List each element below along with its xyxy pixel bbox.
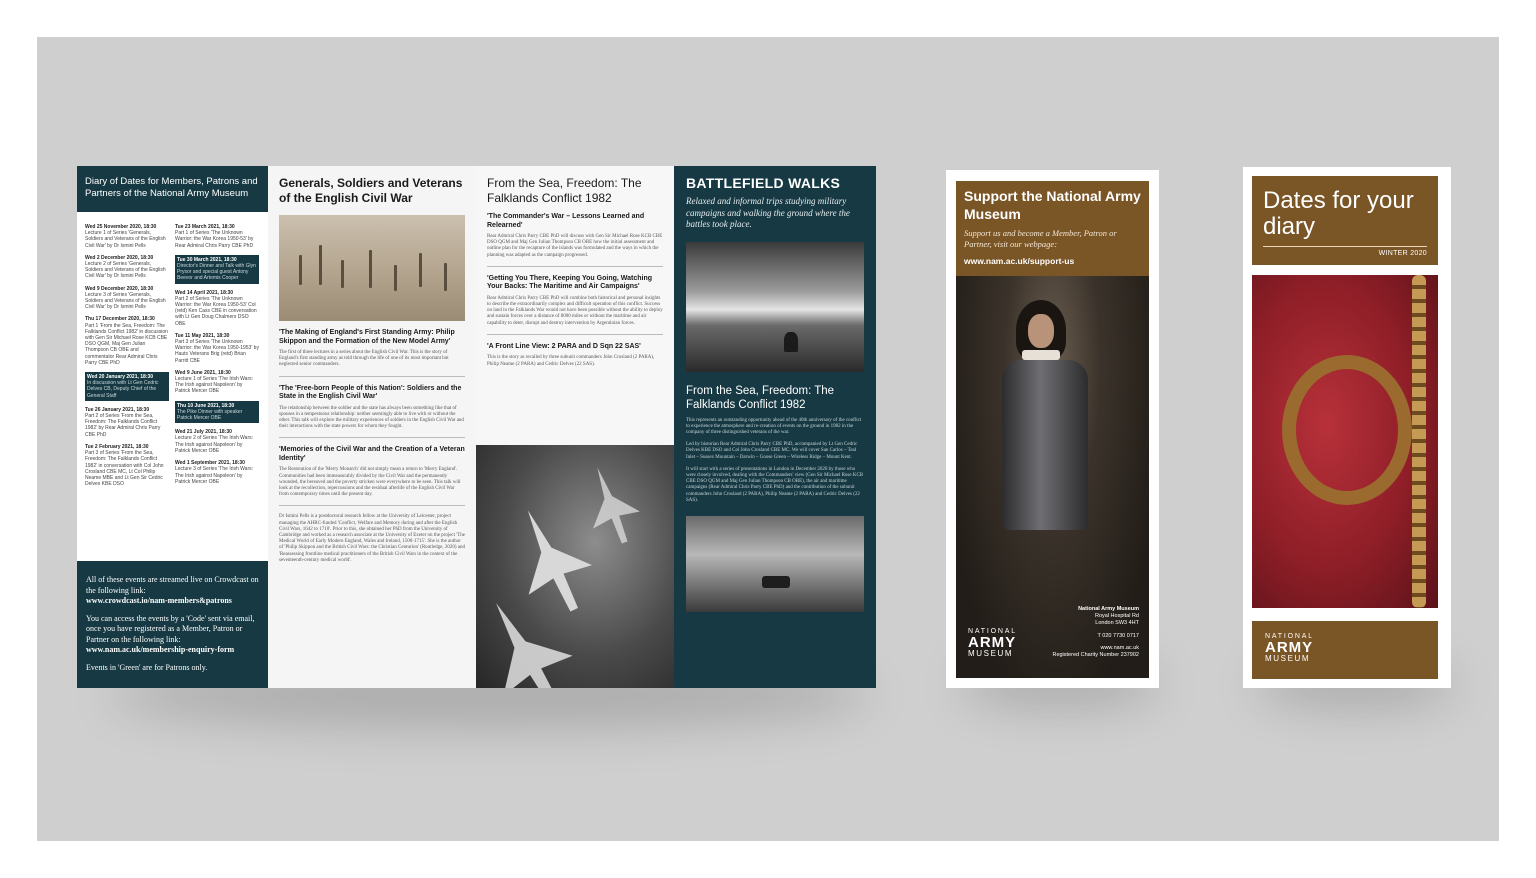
dates-column-2 [175,224,259,487]
article-2 [476,275,674,327]
event-item [175,255,259,284]
event-item [85,255,169,280]
article-body: The Restoration of the 'Merry Monarch' did not simply mean a return to 'Merry England'. Communities had been immeasurably divided by the Civil War and the permanently wounded, the bereaved and the poverty stricken were everywhere to be seen. This talk will look at the recollection, repercussions and the residual afterlife of the English Civil War from contemporary times until the present day. [279,467,461,498]
article-body: The first of three lectures in a series about the English Civil War. This is the story of England's first standing army as told through the life of one of its most important but neglected senior commanders. [279,350,449,368]
article-heading: 'The Commander's War – Lessons Learned and Relearned' [487,213,645,229]
event-description: Part 1 'From the Sea, Freedom: The Falklands Conflict 1982' in discussion with Gen Sir Michael Rose KCB CBE DSO QGM, Maj Gen Julian Thompson CB OBE and commentator Rear Admiral Chris Parry CBE PhD [85,322,168,366]
event-item [85,224,169,249]
divider [279,505,465,506]
article-body: This is the story as recalled by three subunit commanders John Crosland (2 PARA), Philip Neame (2 PARA) and Cedric Delves (22 SAS). [487,355,655,367]
crowdcast-link[interactable]: www.crowdcast.io/nam-members&patrons [86,596,232,605]
battlefield-subtitle: Relaxed and informal trips studying military campaigns and walking the ground where the battles took place. [686,196,850,229]
support-subtitle: Support us and become a Member, Patron or Partner, visit our webpage: [964,228,1117,249]
battlefield-para: It will start with a series of presentations in London in December 2020 by those who were closely involved, dealing with the Commanders' view (Gen Sir Michael Rose KCB CBE DSO QGM and Maj Gen Julian Thompson CB OBE), the air and maritime campaigns (Rear Admiral Chris Parry CBE PhD) and the contribution of the subunit commanders John Crosland (2 PARA), Philip Neame (2 PARA) and Cedric Delves (22 SAS). [686,466,864,503]
event-date: Wed 1 September 2021, 18:30 [175,460,245,467]
support-header [956,181,1149,276]
dates-title: Dates for your diary [1263,187,1414,240]
article-1 [268,329,476,369]
event-description: Part 2 of Series 'From the Sea, Freedom: The Falklands Conflict 1982' by Rear Admiral Chris Parry CBE PhD [85,413,161,438]
article-body: The relationship between the soldier and the state has always been something like that of spouses in a tempestuous relationship: neither seemingly able to live with or without the other. This talk will explore the military experiences of soldiers in the English Civil War and their interactions with the state powers for whom they fought. [279,405,464,430]
event-date: Wed 9 December 2020, 18:30 [85,285,154,292]
harrier-jets-photo [476,445,674,688]
event-item [85,372,169,401]
article-heading: 'The Making of England's First Standing Army: Philip Skippon and the Formation of the New Model Army' [279,329,455,345]
event-date: Wed 14 April 2021, 18:30 [175,289,234,296]
patrons-note: Events in 'Green' are for Patrons only. [86,662,208,672]
event-description: In discussion with Lt Gen Cedric Delves CB, Deputy Chief of the General Staff [87,380,159,399]
dates-list [77,212,268,487]
event-item [85,316,169,366]
streaming-info [77,561,268,688]
article-body: Rear Admiral Chris Parry CBE PhD will combine both historical and personal insights to describe the extraordinarily complex and difficult operation of this conflict. Success on land in the Falklands War would not have been possible without the ability to deploy and sustain forces over a distance of 8000 miles or without the maritime and air capability to deter, disrupt and destroy intervention by Argentinian forces. [487,295,663,326]
sea-landing-photo [686,516,864,612]
title-rule [1263,246,1427,247]
event-item [175,290,259,327]
event-date: Tue 30 March 2021, 18:30 [177,256,237,263]
island-sky-photo [686,242,864,372]
event-date: Wed 2 December 2020, 18:30 [85,254,154,261]
event-description: Part 1 of Series 'The Unknown Warrior: the War Korea 1950-53' by Rear Admiral Chris Parry CBE PhD [175,230,254,249]
support-url[interactable]: www.nam.ac.uk/support-us [964,256,1075,266]
event-description: Lecture 3 of Series 'Generals, Soldiers and Veterans of the English Civil War' by Dr Ismini Pells [85,291,166,311]
event-date: Wed 21 July 2021, 18:30 [175,429,232,436]
season-label: WINTER 2020 [1378,250,1427,257]
cromwell-portrait [956,276,1149,678]
civil-war-etching [279,215,465,321]
event-date: Tue 2 February 2021, 18:30 [85,443,149,450]
divider [487,266,663,267]
event-description: Lecture 1 of Series 'Generals, Soldiers and Veterans of the English Civil War' by Dr Ismini Pells [85,230,166,249]
event-date: Wed 25 November 2020, 18:30 [85,224,157,230]
article-heading: 'Getting You There, Keeping You Going, Watching Your Backs: The Maritime and Air Campaigns' [487,274,652,291]
bio-text: Dr Ismini Pells is a postdoctoral research fellow at the University of Leicester, project managing the AHRC-funded 'Conflict, Welfare and Memory during and after the English Civil Wars, 1642 to 1710'. Prior to this, she obtained her PhD from the University of Cambridge and worked as a research associate at the University of Exeter on the project 'The Medical World of Early Modern England, Wales and Ireland, 1500-1715'. She is the author of 'Philip Skippon and the British Civil Wars: the Christian Centurion' (Routledge, 2020) and 'Reassessing frontline medical practitioners of the British Civil Wars in the context of the seventeenth-century medical world'. [279,514,466,563]
event-item [175,224,259,249]
event-date: Thu 17 December 2020, 18:30 [85,316,155,323]
event-date: Wed 9 June 2021, 18:30 [175,369,231,376]
falklands-panel [476,166,674,688]
event-description: Lecture 3 of Series 'The Irish Wars: The Irish against Napoleon' by Patrick Mercer OBE [175,466,254,485]
event-item [175,429,259,454]
museum-address: National Army Museum Royal Hospital Rd London SW3 4HT T 020 7730 0717 www.nam.ac.uk Registered Charity Number 237902 [1052,606,1139,659]
article-1 [476,213,674,259]
event-item [175,370,259,395]
event-description: Part 3 of Series 'The Unknown Warrior: the War Korea 1950-1953' by Hauts Veterans Brig (retd) Brian Parritt CBE [175,339,259,364]
enquiry-link[interactable]: www.nam.ac.uk/membership-enquiry-form [86,645,235,654]
dates-column-1 [85,224,169,487]
battlefield-title: BATTLEFIELD WALKS [686,175,841,191]
event-item [175,401,259,424]
diary-heading: Diary of Dates for Members, Patrons and Partners of the National Army Museum [77,166,268,212]
event-description: Lecture 2 of Series 'The Irish Wars: The Irish against Napoleon' by Patrick Mercer OBE [175,435,254,454]
battlefield-para: This represents an outstanding opportunity ahead of the 40th anniversary of the conflict to experience the atmosphere and re-creation of events on the ground in 1982 in the company of three distinguished veterans of the war. [686,417,862,435]
dates-footer [1252,621,1438,679]
battlefield-para: Led by historian Rear Admiral Chris Parry CBE PhD, accompanied by Lt Gen Cedric Delves KBE DSO and Col John Crosland CBE MC. We will cover San Carlos – Teal Inlet – Sussex Mountain – Darwin – Goose Green – Wireless Ridge – Mount Kent. [686,442,858,460]
falklands-heading: From the Sea, Freedom: The Falklands Conflict 1982 [686,384,835,411]
support-leaflet [946,170,1159,688]
event-description: Part 3 of Series 'From the Sea, Freedom: The Falklands Conflict 1982' in conversation with Col John Crosland CBE MC, Lt Col Philip Neame MBE and Lt Gen Sir Cedric Delves KBE DSO [85,450,164,488]
article-body: Rear Admiral Chris Parry CBE PhD will discuss with Gen Sir Michael Rose KCB CBE DSO QGM and Maj Gen Julian Thompson CB OBE how the initial assessment and outline plan for the recapture of the islands was formulated and the ways in which the planning was adapted as the campaign progressed. [487,234,663,258]
event-description: Part 2 of Series 'The Unknown Warrior: the War Korea 1950-53' Col (retd) Ken Cass CBE in conversation with Lt Gen Doug Chalmers DSO OBE [175,295,257,327]
article-heading: 'Memories of the Civil War and the Creation of a Veteran Identity' [279,446,465,462]
divider [279,437,465,438]
event-date: Tue 26 January 2021, 18:30 [85,406,150,413]
article-heading: 'A Front Line View: 2 PARA and D Sqn 22 SAS' [487,342,641,350]
event-item [85,286,169,311]
author-bio [268,514,476,564]
event-description: The Pike Dinner with speaker Patrick Mercer OBE [177,408,243,422]
falklands-title: From the Sea, Freedom: The Falklands Conflict 1982 [487,176,642,205]
event-description: Lecture 1 of Series 'The Irish Wars: The Irish against Napoleon' by Patrick Mercer OBE [175,376,254,395]
dates-leaflet [1243,167,1451,688]
civil-war-panel [268,166,476,688]
event-description: Lecture 2 of Series 'Generals, Soldiers and Veterans of the English Civil War' by Dr Ismini Pells [85,261,166,280]
article-3 [476,343,674,368]
event-date: Tue 11 May 2021, 18:30 [175,332,230,339]
event-item [175,333,259,364]
event-description: Director's Dinner and Talk with Glyn Prysor and special guest Antony Beevor and Artemis Cooper [177,263,256,282]
event-date: Wed 20 January 2021, 18:30 [87,374,154,381]
sword-hilt-photo [1252,275,1438,608]
divider [279,376,465,377]
dates-header [1252,176,1438,265]
nam-logo: NATIONAL ARMY MUSEUM [968,628,1017,658]
event-item [175,460,259,485]
article-3 [268,446,476,498]
nam-logo: NATIONAL ARMY MUSEUM [1265,633,1314,663]
code-text: You can access the events by a 'Code' sent via email, once you have registered as a Member, Patron or Partner on the following link: [86,613,255,644]
event-item [85,407,169,438]
event-item [85,444,169,487]
civil-war-title: Generals, Soldiers and Veterans of the English Civil War [279,176,463,205]
battlefield-panel [674,166,876,688]
divider [487,334,663,335]
streaming-text: All of these events are streamed live on Crowdcast on the following link: [86,575,259,595]
event-date: Thu 10 June 2021, 18:30 [177,402,235,409]
event-date: Tue 23 March 2021, 18:30 [175,224,235,230]
article-heading: 'The 'Free-born People of this Nation': Soldiers and the State in the English Civil War' [279,384,462,401]
support-title: Support the National Army Museum [964,188,1141,222]
article-2 [268,385,476,431]
diary-panel [77,166,268,688]
